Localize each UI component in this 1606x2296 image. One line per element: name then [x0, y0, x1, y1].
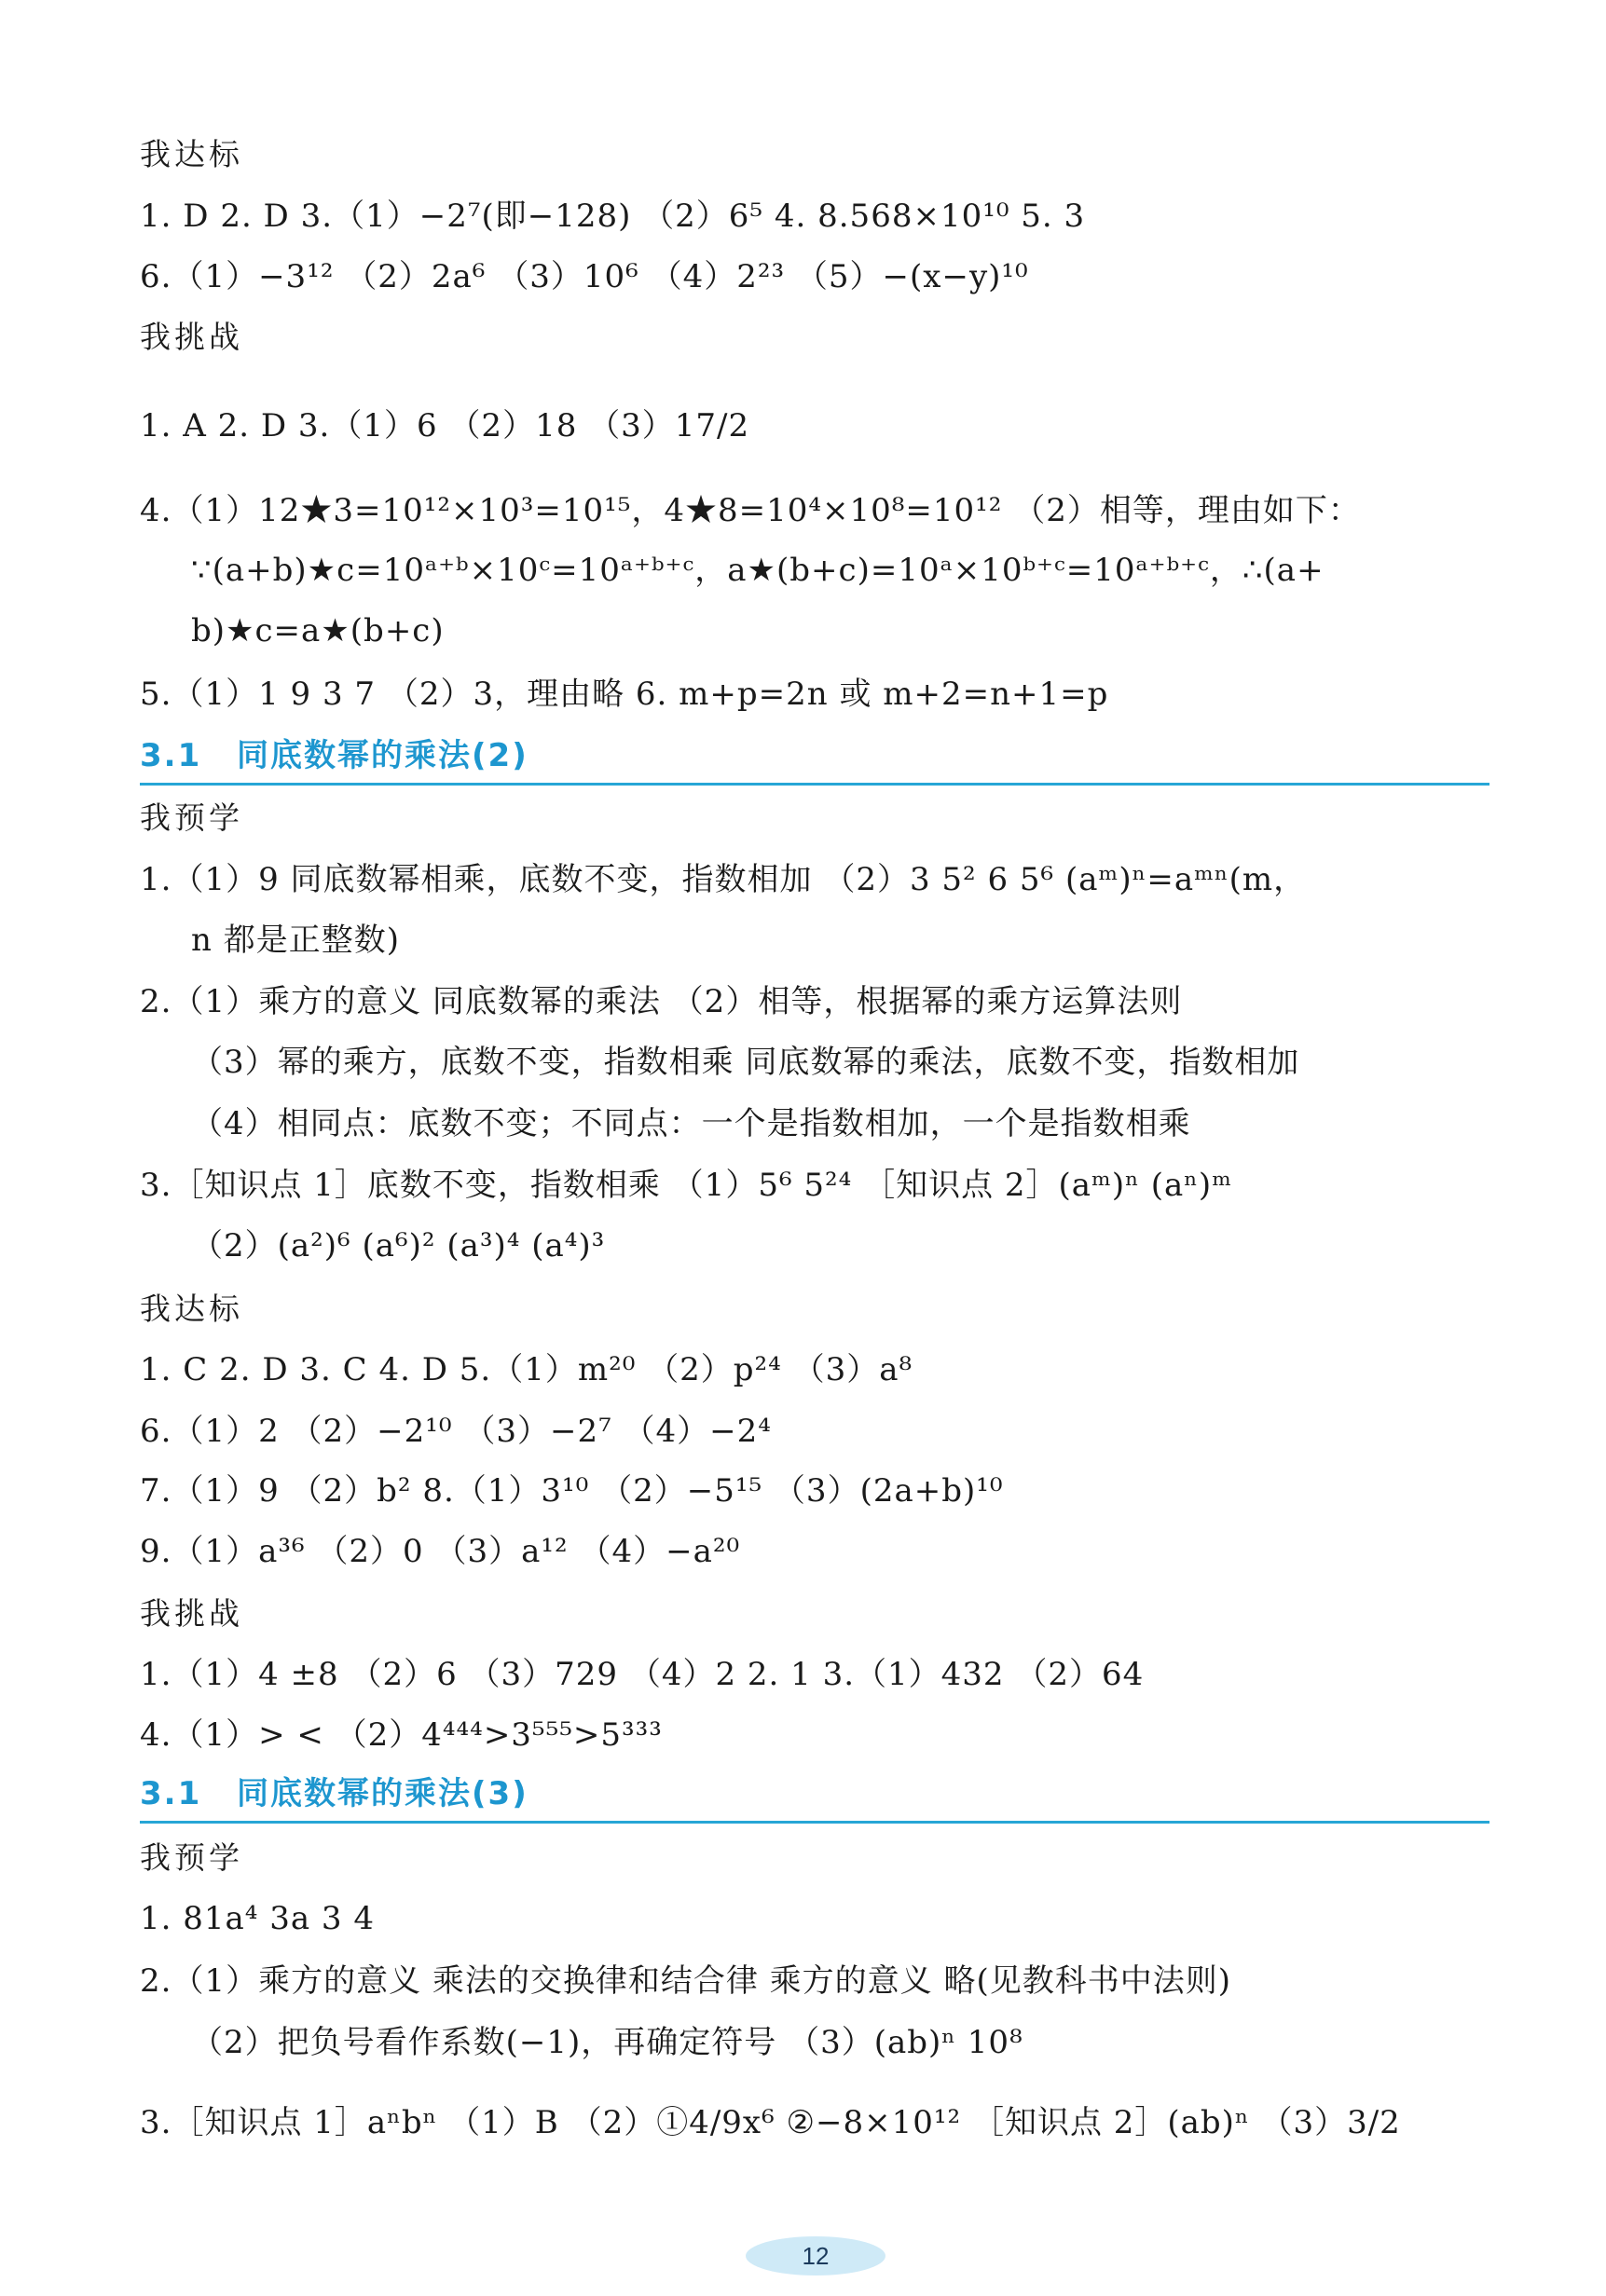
line-03: 6.（1）−3¹² （2）2a⁶ （3）10⁶ （4）2²³ （5）−(x−y)¹⁰: [140, 258, 1029, 295]
line-15: （3）幂的乘方，底数不变，指数相乘 同底数幂的乘法，底数不变，指数相加: [191, 1044, 1300, 1081]
line-02: 1. D 2. D 3.（1）−2⁷(即−128) （2）6⁵ 4. 8.568×10¹⁰ 5. 3: [140, 198, 1086, 235]
line-14: 2.（1）乘方的意义 同底数幂的乘法 （2）相等，根据幂的乘方运算法则: [140, 983, 1183, 1020]
section-number: 3.1: [140, 737, 202, 774]
section-title: 同底数幂的乘法(3): [237, 1775, 528, 1812]
section-heading-3: [140, 1770, 1489, 1824]
line-08: b)★c=a★(b+c): [191, 612, 445, 649]
section-title: 同底数幂的乘法(2): [237, 737, 528, 774]
line-30: 2.（1）乘方的意义 乘法的交换律和结合律 乘方的意义 略(见教科书中法则): [140, 1962, 1232, 2000]
line-13: n 都是正整数): [191, 922, 400, 959]
line-23: 9.（1）a³⁶ （2）0 （3）a¹² （4）−a²⁰: [140, 1533, 741, 1570]
line-16: （4）相同点：底数不变；不同点：一个是指数相加，一个是指数相乘: [191, 1105, 1191, 1142]
line-09: 5.（1）1 9 3 7 （2）3，理由略 6. m+p=2n 或 m+2=n+1=p: [140, 676, 1109, 713]
line-07: ∵(a+b)★c=10ᵃ⁺ᵇ×10ᶜ=10ᵃ⁺ᵇ⁺ᶜ，a★(b+c)=10ᵃ×10ᵇ⁺ᶜ=10ᵃ⁺ᵇ⁺ᶜ，∴(a+: [191, 552, 1325, 589]
page-number: 12: [746, 2236, 885, 2276]
line-32: 3.［知识点 1］aⁿbⁿ （1）B （2）①4/9x⁶ ②−8×10¹² ［知识点 2］(ab)ⁿ （3）3/2: [140, 2104, 1401, 2141]
line-25: 1.（1）4 ±8 （2）6 （3）729 （4）2 2. 1 3.（1）432 （2）64: [140, 1656, 1145, 1693]
line-29: 1. 81a⁴ 3a 3 4: [140, 1900, 375, 1937]
line-12: 1.（1）9 同底数幂相乘，底数不变，指数相加 （2）3 5² 6 5⁶ (aᵐ)ⁿ=aᵐⁿ(m，: [140, 861, 1307, 898]
line-04: 我挑战: [140, 319, 243, 355]
line-19: 我达标: [140, 1291, 243, 1327]
section-number: 3.1: [140, 1775, 202, 1812]
line-05: 1. A 2. D 3.（1）6 （2）18 （3）17/2: [140, 407, 750, 444]
line-20: 1. C 2. D 3. C 4. D 5.（1）m²⁰ （2）p²⁴ （3）a⁸: [140, 1351, 913, 1388]
line-24: 我挑战: [140, 1595, 243, 1632]
line-18: （2）(a²)⁶ (a⁶)² (a³)⁴ (a⁴)³: [191, 1227, 606, 1264]
line-26: 4.（1）> < （2）4⁴⁴⁴>3⁵⁵⁵>5³³³: [140, 1716, 663, 1754]
line-21: 6.（1）2 （2）−2¹⁰ （3）−2⁷ （4）−2⁴: [140, 1413, 772, 1450]
line-06: 4.（1）12★3=10¹²×10³=10¹⁵，4★8=10⁴×10⁸=10¹² （2）相等，理由如下：: [140, 492, 1361, 529]
line-11: 我预学: [140, 800, 243, 836]
line-28: 我预学: [140, 1839, 243, 1876]
line-01: 我达标: [140, 136, 243, 172]
line-17: 3.［知识点 1］底数不变，指数相乘 （1）5⁶ 5²⁴ ［知识点 2］(aᵐ)ⁿ (aⁿ)ᵐ: [140, 1167, 1233, 1204]
line-22: 7.（1）9 （2）b² 8.（1）3¹⁰ （2）−5¹⁵ （3）(2a+b)¹⁰: [140, 1472, 1004, 1510]
line-31: （2）把负号看作系数(−1)，再确定符号 （3）(ab)ⁿ 10⁸: [191, 2024, 1023, 2061]
section-heading-2: [140, 732, 1489, 786]
